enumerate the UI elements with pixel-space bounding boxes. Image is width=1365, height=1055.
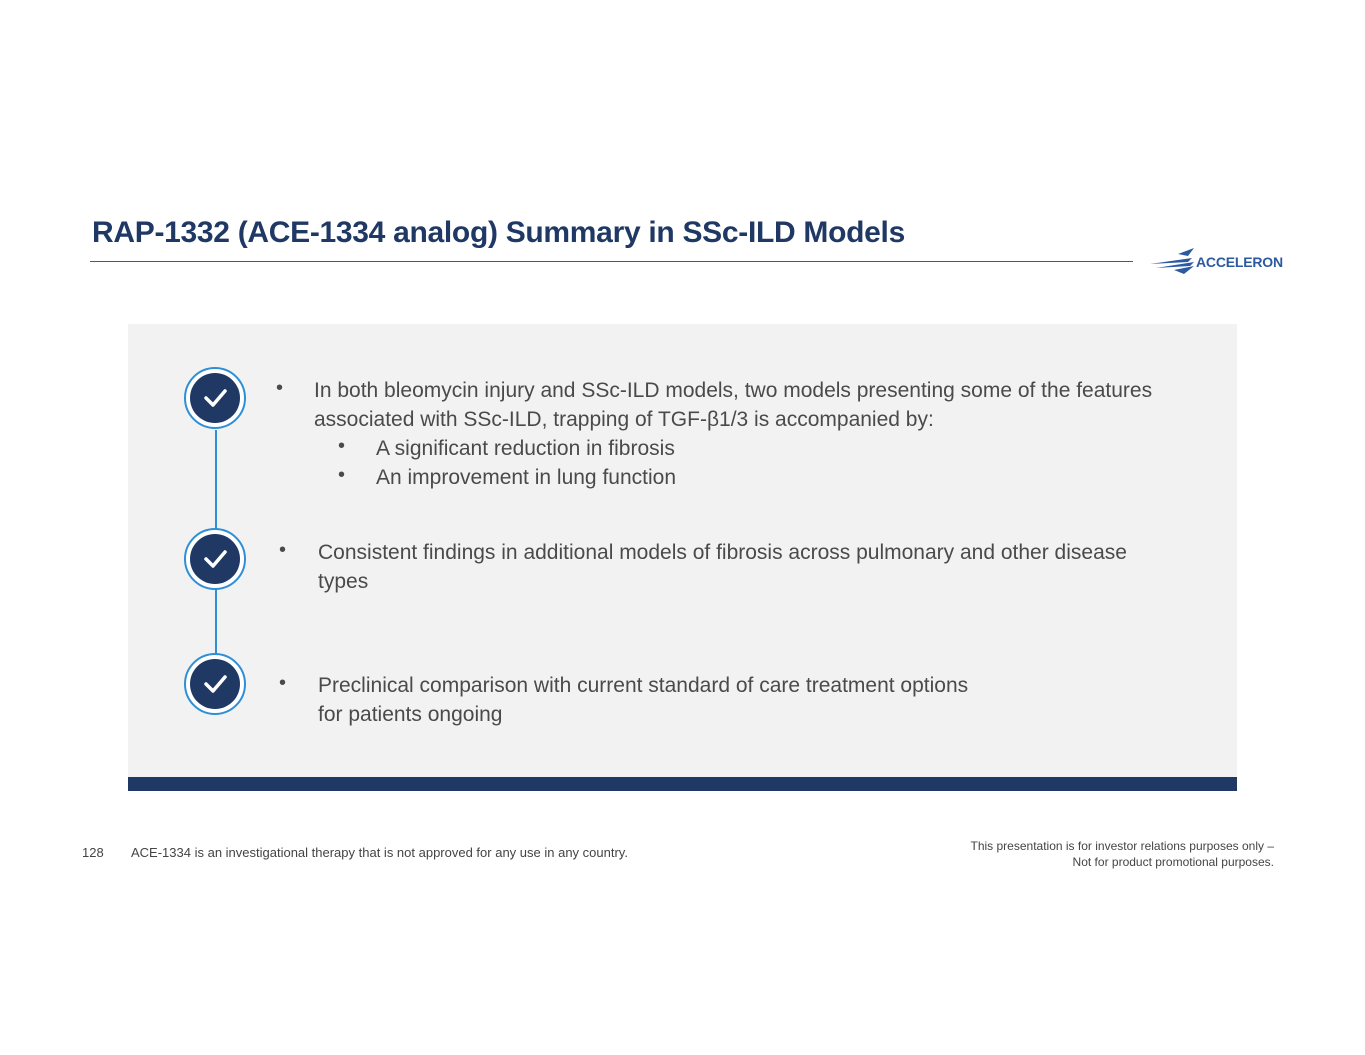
sub-bullet-1: • xyxy=(338,435,346,457)
check-circle-1 xyxy=(184,367,246,429)
checkmark-icon xyxy=(203,388,227,408)
item-2-line-1: Consistent findings in additional models of fibrosis across pulmonary and other disease xyxy=(318,541,1127,564)
item-3-line-1: Preclinical comparison with current standard of care treatment options xyxy=(318,674,969,697)
bullet-1: • xyxy=(276,377,284,399)
title-divider xyxy=(90,261,1133,262)
bullet-3: • xyxy=(279,672,287,694)
checkmark-icon xyxy=(203,549,227,569)
logo-text: ACCELERON xyxy=(1196,254,1283,270)
panel-accent-bar xyxy=(128,777,1237,791)
check-circle-3 xyxy=(184,653,246,715)
checkmark-icon xyxy=(203,674,227,694)
footer-note: ACE-1334 is an investigational therapy that is not approved for any use in any country. xyxy=(131,845,628,860)
disclaimer-line-1: This presentation is for investor relations purposes only – xyxy=(970,839,1274,853)
disclaimer-line-2: Not for product promotional purposes. xyxy=(1072,855,1274,869)
sub-bullet-2: • xyxy=(338,464,346,486)
item-1-sub-2: An improvement in lung function xyxy=(376,466,676,489)
slide-title: RAP-1332 (ACE-1334 analog) Summary in SSc-ILD Models xyxy=(92,216,905,249)
item-3-line-2: for patients ongoing xyxy=(318,703,503,726)
page-number: 128 xyxy=(82,845,104,860)
item-1-sub-1: A significant reduction in fibrosis xyxy=(376,437,675,460)
bullet-2: • xyxy=(279,539,287,561)
item-2-line-2: types xyxy=(318,570,369,593)
footer-disclaimer xyxy=(900,838,1274,870)
item-1-line-2: associated with SSc-ILD, trapping of TGF-β1/3 is accompanied by: xyxy=(314,408,934,431)
check-circle-2 xyxy=(184,528,246,590)
item-1-line-1: In both bleomycin injury and SSc-ILD models, two models presenting some of the features xyxy=(314,379,1153,402)
